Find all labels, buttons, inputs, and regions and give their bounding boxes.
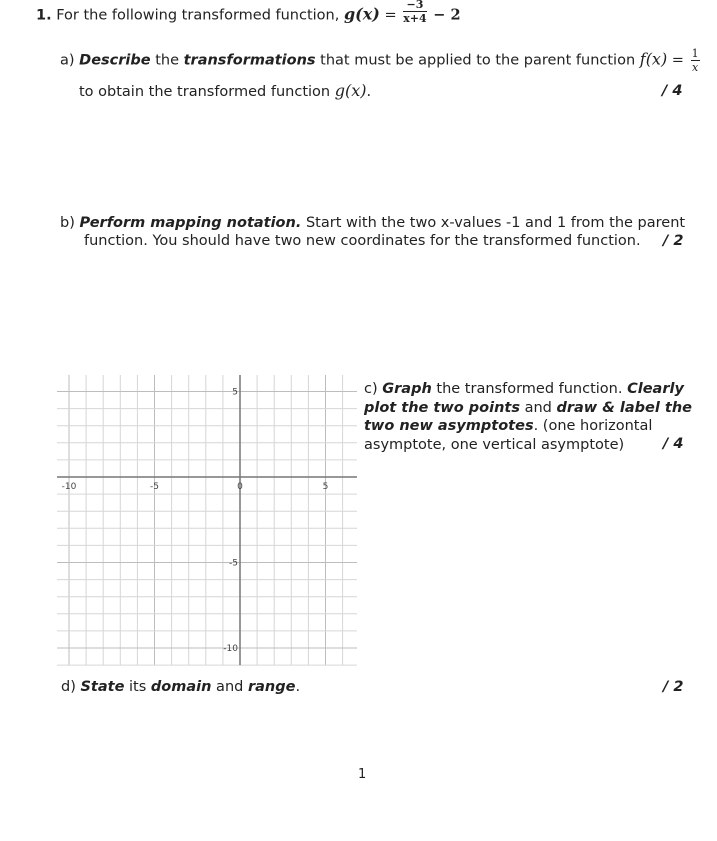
f-equals: = [667,52,689,69]
x-tick-label: -10 [61,482,77,492]
part-a-line1 [60,48,702,73]
part-b-line2: function. You should have two new coordinates for the transformed function. [84,233,641,249]
part-b-line1 [60,213,685,233]
y-tick-label: -5 [229,558,238,569]
part-a-prefix: a) [60,52,80,69]
part-d-line [61,677,300,697]
part-a-transformations: transformations [183,52,316,69]
x-tick-label: 0 [237,482,243,492]
f-fraction [691,48,700,73]
coordinate-grid[interactable] [57,375,357,675]
g-suffix: − 2 [433,6,461,24]
part-d-t2: and [211,679,248,695]
part-b-line1-rest: Start with the two x-values -1 and 1 from the parent [301,215,686,231]
g-ref: g(x) [334,81,367,100]
part-c-text [364,380,694,454]
part-c-t1: the transformed function. [431,381,628,397]
part-d-range: range [247,679,296,695]
part-c-t3: . (one horizontal asymptote, one vertical asymptote) [364,418,653,453]
part-a-describe: Describe [79,52,151,69]
part-b-prefix: b) [60,215,80,231]
part-c-prefix: c) [364,381,383,397]
f-denominator: x [691,61,699,74]
g-numerator: −3 [403,0,426,12]
y-tick-label: 5 [232,387,238,398]
part-d-period: . [295,679,301,695]
part-a-line2-text: to obtain the transformed function [79,84,335,100]
g-label: g(x) [343,4,380,24]
question-intro: For the following transformed function, [56,7,344,24]
part-c-graph: Graph [382,381,432,397]
question-header [36,0,461,28]
part-b-marks: / 2 [663,233,684,249]
part-d-marks: / 2 [663,679,684,695]
part-a-period: . [366,84,372,100]
f-label: f(x) [639,49,668,69]
part-a-text2: that must be applied to the parent function [315,52,640,69]
g-equals: = [384,7,402,24]
f-numerator: 1 [691,47,699,60]
part-d-t1: its [124,679,151,695]
part-c-t2: and [519,399,557,416]
part-a-line2 [79,81,371,102]
x-tick-label: -5 [150,482,159,492]
g-denominator: x+4 [403,12,427,25]
part-c-marks: / 4 [663,436,684,452]
part-b-bold: Perform mapping notation. [79,215,302,231]
part-d-state: State [80,679,125,695]
part-d-prefix: d) [61,679,81,695]
x-tick-label: 5 [322,482,329,492]
part-d-domain: domain [150,679,212,695]
question-number: 1. [36,7,52,24]
part-a-text1: the [150,52,184,69]
g-fraction [403,0,426,24]
page-number: 1 [358,767,367,782]
part-a-marks: / 4 [662,83,683,99]
y-tick-label: -10 [223,644,238,654]
part-c-draw-label: draw & label the two new asymptotes [364,399,692,434]
part-c-clearly-plot: Clearly plot the two points [364,381,684,416]
